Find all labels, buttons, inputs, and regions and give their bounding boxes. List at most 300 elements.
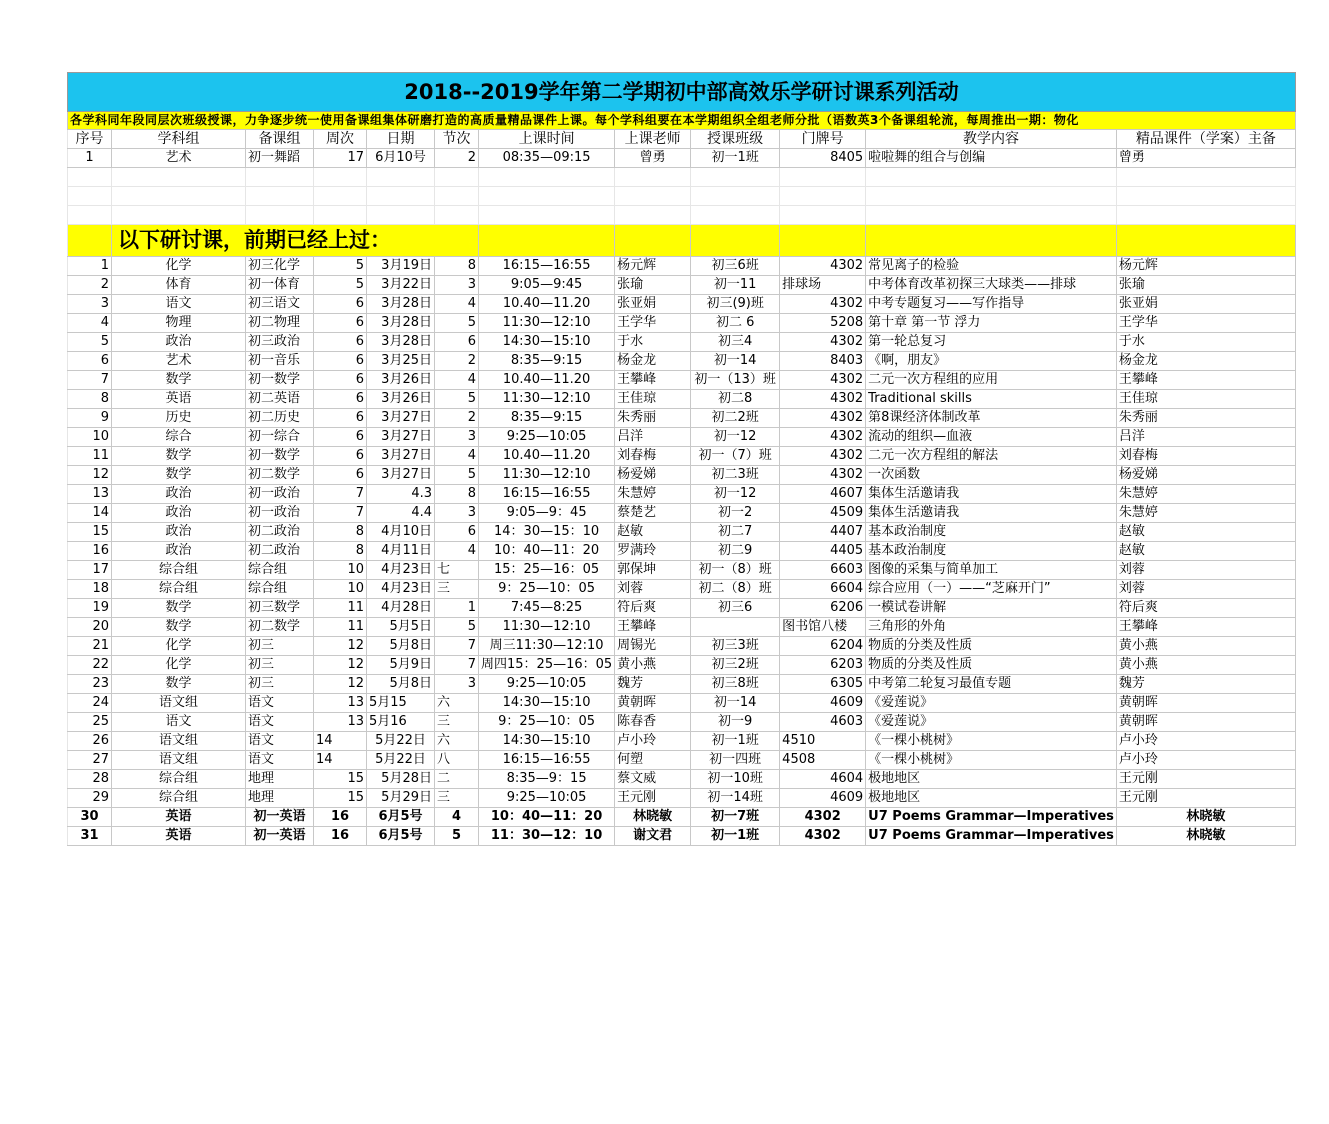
cell-col-period: 二 <box>435 770 479 789</box>
cell-col-prep-group: 初一综合 <box>246 428 314 447</box>
empty-cell <box>112 168 246 187</box>
cell-col-time: 16:15—16:55 <box>479 257 615 276</box>
cell-col-class: 初三4 <box>691 333 780 352</box>
cell-col-lead: 黄小燕 <box>1116 637 1295 656</box>
cell-col-content: 中考第二轮复习最值专题 <box>866 675 1117 694</box>
table-row <box>68 295 1296 314</box>
cell-col-date: 6月10号 <box>367 149 435 168</box>
empty-cell <box>367 187 435 206</box>
cell-col-week: 6 <box>314 409 367 428</box>
cell-col-date: 5月28日 <box>367 770 435 789</box>
cell-col-subject-group: 政治 <box>112 523 246 542</box>
empty-cell <box>479 206 615 225</box>
cell-col-subject-group: 英语 <box>112 808 246 827</box>
empty-cell <box>314 187 367 206</box>
cell-col-index: 6 <box>68 352 112 371</box>
cell-col-content: 流动的组织—血液 <box>866 428 1117 447</box>
cell-col-lead: 黄朝晖 <box>1116 713 1295 732</box>
cell-col-lead: 王攀峰 <box>1116 618 1295 637</box>
cell-col-index: 18 <box>68 580 112 599</box>
table-row <box>68 485 1296 504</box>
table-row <box>68 694 1296 713</box>
empty-cell <box>479 187 615 206</box>
empty-row <box>68 168 1296 187</box>
cell-col-class: 初一1班 <box>691 149 780 168</box>
cell-col-class: 初一7班 <box>691 808 780 827</box>
cell-col-period: 5 <box>435 827 479 846</box>
table-row <box>68 580 1296 599</box>
table-row <box>68 751 1296 770</box>
cell-col-date: 5月16 <box>367 713 435 732</box>
empty-cell <box>866 187 1117 206</box>
cell-col-teacher: 杨金龙 <box>615 352 691 371</box>
cell-col-subject-group: 综合组 <box>112 561 246 580</box>
cell-col-index: 25 <box>68 713 112 732</box>
cell-col-index: 2 <box>68 276 112 295</box>
cell-col-class: 初一14 <box>691 352 780 371</box>
cell-col-prep-group: 初二政治 <box>246 542 314 561</box>
empty-cell <box>866 168 1117 187</box>
cell-col-content: 综合应用（一）——“芝麻开门” <box>866 580 1117 599</box>
empty-cell <box>780 206 866 225</box>
cell-col-prep-group: 初一英语 <box>246 808 314 827</box>
table-row <box>68 732 1296 751</box>
cell-col-date: 6月5号 <box>367 827 435 846</box>
empty-cell <box>112 206 246 225</box>
cell-col-room: 4609 <box>780 694 866 713</box>
table-row <box>68 808 1296 827</box>
table-row <box>68 276 1296 295</box>
cell-col-index: 17 <box>68 561 112 580</box>
cell-col-date: 4月23日 <box>367 561 435 580</box>
cell-col-prep-group: 综合组 <box>246 580 314 599</box>
cell-col-teacher: 林晓敏 <box>615 808 691 827</box>
cell-col-week: 6 <box>314 466 367 485</box>
cell-col-lead: 赵敏 <box>1116 542 1295 561</box>
cell-col-lead: 魏芳 <box>1116 675 1295 694</box>
header-col-content: 教学内容 <box>866 130 1117 149</box>
empty-cell <box>314 168 367 187</box>
cell-col-prep-group: 初三 <box>246 637 314 656</box>
cell-col-period: 6 <box>435 523 479 542</box>
header-col-subject-group: 学科组 <box>112 130 246 149</box>
cell-col-class: 初一1班 <box>691 732 780 751</box>
cell-col-prep-group: 初一体育 <box>246 276 314 295</box>
cell-col-content: 第一轮总复习 <box>866 333 1117 352</box>
cell-col-index: 15 <box>68 523 112 542</box>
cell-col-room: 4302 <box>780 466 866 485</box>
cell-col-time: 9:05—9:45 <box>479 276 615 295</box>
cell-col-period: 1 <box>435 599 479 618</box>
cell-col-lead: 林晓敏 <box>1116 808 1295 827</box>
cell-col-index: 9 <box>68 409 112 428</box>
cell-col-room: 4302 <box>780 409 866 428</box>
cell-col-class: 初三(9)班 <box>691 295 780 314</box>
cell-col-time: 10：40—11：20 <box>479 808 615 827</box>
cell-col-date: 4.3 <box>367 485 435 504</box>
cell-col-time: 8:35—9:15 <box>479 352 615 371</box>
cell-col-week: 7 <box>314 504 367 523</box>
cell-col-class: 初三2班 <box>691 656 780 675</box>
header-col-class: 授课班级 <box>691 130 780 149</box>
table-row <box>68 333 1296 352</box>
cell-col-week: 6 <box>314 352 367 371</box>
cell-col-subject-group: 英语 <box>112 390 246 409</box>
cell-col-prep-group: 初一英语 <box>246 827 314 846</box>
cell-col-room: 4407 <box>780 523 866 542</box>
cell-col-period: 5 <box>435 618 479 637</box>
cell-col-prep-group: 初一数学 <box>246 447 314 466</box>
cell-col-content: 第8课经济体制改革 <box>866 409 1117 428</box>
cell-col-time: 周三11:30—12:10 <box>479 637 615 656</box>
cell-col-prep-group: 初二物理 <box>246 314 314 333</box>
cell-col-week: 10 <box>314 580 367 599</box>
cell-col-content: 中考体育改革初探三大球类——排球 <box>866 276 1117 295</box>
cell-col-week: 15 <box>314 770 367 789</box>
cell-col-teacher: 陈春香 <box>615 713 691 732</box>
cell-col-content: 中考专题复习——写作指导 <box>866 295 1117 314</box>
cell-col-time: 15：25—16：05 <box>479 561 615 580</box>
cell-col-period: 八 <box>435 751 479 770</box>
cell-col-subject-group: 语文组 <box>112 694 246 713</box>
cell-col-date: 3月22日 <box>367 276 435 295</box>
cell-col-class: 初二9 <box>691 542 780 561</box>
cell-col-room: 4302 <box>780 428 866 447</box>
cell-col-prep-group: 地理 <box>246 789 314 808</box>
cell-col-lead: 林晓敏 <box>1116 827 1295 846</box>
cell-col-week: 6 <box>314 295 367 314</box>
cell-col-room: 图书馆八楼 <box>780 618 866 637</box>
cell-col-subject-group: 数学 <box>112 371 246 390</box>
cell-col-period: 3 <box>435 504 479 523</box>
cell-col-prep-group: 初二数学 <box>246 466 314 485</box>
table-row <box>68 656 1296 675</box>
cell-col-period: 4 <box>435 542 479 561</box>
cell-col-date: 5月22日 <box>367 732 435 751</box>
empty-cell <box>1116 168 1295 187</box>
cell-col-time: 11:30—12:10 <box>479 618 615 637</box>
cell-col-date: 3月28日 <box>367 314 435 333</box>
cell-col-time: 9:05—9：45 <box>479 504 615 523</box>
cell-col-subject-group: 物理 <box>112 314 246 333</box>
cell-col-time: 10.40—11.20 <box>479 295 615 314</box>
cell-col-content: Traditional skills <box>866 390 1117 409</box>
cell-col-week: 10 <box>314 561 367 580</box>
cell-col-content: 《一棵小桃树》 <box>866 732 1117 751</box>
empty-cell <box>1116 187 1295 206</box>
cell-col-period: 6 <box>435 333 479 352</box>
empty-cell <box>691 206 780 225</box>
cell-col-subject-group: 语文组 <box>112 732 246 751</box>
table-row <box>68 618 1296 637</box>
cell-col-period: 4 <box>435 808 479 827</box>
cell-col-class: 初二7 <box>691 523 780 542</box>
cell-col-time: 7:45—8:25 <box>479 599 615 618</box>
cell-col-prep-group: 初二数学 <box>246 618 314 637</box>
cell-col-room: 4302 <box>780 257 866 276</box>
cell-col-week: 6 <box>314 447 367 466</box>
cell-col-subject-group: 政治 <box>112 504 246 523</box>
table-row <box>68 371 1296 390</box>
table-row <box>68 504 1296 523</box>
cell-col-subject-group: 语文 <box>112 713 246 732</box>
cell-col-period: 六 <box>435 732 479 751</box>
cell-col-date: 4.4 <box>367 504 435 523</box>
cell-col-prep-group: 初三化学 <box>246 257 314 276</box>
cell-col-period: 5 <box>435 314 479 333</box>
cell-col-teacher: 王元刚 <box>615 789 691 808</box>
cell-col-subject-group: 语文 <box>112 295 246 314</box>
cell-col-week: 15 <box>314 789 367 808</box>
cell-col-teacher: 张瑜 <box>615 276 691 295</box>
table-row <box>68 409 1296 428</box>
cell-col-period: 三 <box>435 580 479 599</box>
cell-col-subject-group: 综合组 <box>112 789 246 808</box>
header-col-time: 上课时间 <box>479 130 615 149</box>
cell-col-teacher: 曾勇 <box>615 149 691 168</box>
cell-col-class: 初二3班 <box>691 466 780 485</box>
cell-col-lead: 王攀峰 <box>1116 371 1295 390</box>
cell-col-week: 12 <box>314 675 367 694</box>
cell-col-time: 08:35—09:15 <box>479 149 615 168</box>
cell-col-room: 4509 <box>780 504 866 523</box>
cell-col-time: 14:30—15:10 <box>479 694 615 713</box>
title-row <box>68 73 1296 112</box>
cell-col-date: 5月9日 <box>367 656 435 675</box>
section-row <box>68 225 1296 257</box>
cell-col-class: 初三6班 <box>691 257 780 276</box>
cell-col-room: 4302 <box>780 827 866 846</box>
cell-col-content: 一次函数 <box>866 466 1117 485</box>
cell-col-period: 3 <box>435 675 479 694</box>
cell-col-teacher: 张亚娟 <box>615 295 691 314</box>
cell-col-period: 4 <box>435 447 479 466</box>
table-row <box>68 599 1296 618</box>
cell-col-prep-group: 初三数学 <box>246 599 314 618</box>
cell-col-index: 10 <box>68 428 112 447</box>
cell-col-index: 27 <box>68 751 112 770</box>
empty-cell <box>691 187 780 206</box>
cell-col-teacher: 刘春梅 <box>615 447 691 466</box>
cell-col-content: 图像的采集与简单加工 <box>866 561 1117 580</box>
cell-col-subject-group: 语文组 <box>112 751 246 770</box>
header-col-week: 周次 <box>314 130 367 149</box>
cell-col-room: 6604 <box>780 580 866 599</box>
cell-col-subject-group: 艺术 <box>112 149 246 168</box>
cell-col-week: 11 <box>314 599 367 618</box>
empty-cell <box>780 168 866 187</box>
cell-col-teacher: 卢小玲 <box>615 732 691 751</box>
cell-col-prep-group: 综合组 <box>246 561 314 580</box>
cell-col-time: 周四15：25—16：05 <box>479 656 615 675</box>
cell-col-content: 《啊，朋友》 <box>866 352 1117 371</box>
cell-col-prep-group: 语文 <box>246 694 314 713</box>
cell-col-time: 8:35—9:15 <box>479 409 615 428</box>
cell-col-class: 初一14 <box>691 694 780 713</box>
notice-text: 各学科同年段同层次班级授课，力争逐步统一使用备课组集体研磨打造的高质量精品课件上课。每个学科组要在本学期组织全组老师分批（语数英3个备课组轮流，每周推出一期：物化 <box>68 112 1296 130</box>
cell-col-period: 4 <box>435 295 479 314</box>
section-blank <box>1116 225 1295 257</box>
cell-col-index: 1 <box>68 149 112 168</box>
table-row <box>68 466 1296 485</box>
cell-col-subject-group: 综合组 <box>112 770 246 789</box>
cell-col-index: 14 <box>68 504 112 523</box>
cell-col-date: 3月26日 <box>367 371 435 390</box>
cell-col-content: 《一棵小桃树》 <box>866 751 1117 770</box>
cell-col-date: 6月5号 <box>367 808 435 827</box>
cell-col-content: 物质的分类及性质 <box>866 637 1117 656</box>
empty-cell <box>615 168 691 187</box>
cell-col-prep-group: 语文 <box>246 751 314 770</box>
cell-col-week: 12 <box>314 637 367 656</box>
cell-col-date: 4月28日 <box>367 599 435 618</box>
cell-col-prep-group: 地理 <box>246 770 314 789</box>
cell-col-lead: 于水 <box>1116 333 1295 352</box>
cell-col-room: 排球场 <box>780 276 866 295</box>
cell-col-date: 5月29日 <box>367 789 435 808</box>
cell-col-subject-group: 化学 <box>112 637 246 656</box>
cell-col-lead: 杨元辉 <box>1116 257 1295 276</box>
cell-col-class: 初三6 <box>691 599 780 618</box>
cell-col-prep-group: 初二政治 <box>246 523 314 542</box>
cell-col-class: 初一四班 <box>691 751 780 770</box>
empty-cell <box>435 187 479 206</box>
cell-col-teacher: 黄小燕 <box>615 656 691 675</box>
cell-col-date: 5月8日 <box>367 637 435 656</box>
cell-col-teacher: 朱秀丽 <box>615 409 691 428</box>
cell-col-week: 13 <box>314 713 367 732</box>
cell-col-class: 初二2班 <box>691 409 780 428</box>
table-row <box>68 637 1296 656</box>
cell-col-period: 8 <box>435 257 479 276</box>
header-row <box>68 130 1296 149</box>
cell-col-room: 5208 <box>780 314 866 333</box>
cell-col-index: 16 <box>68 542 112 561</box>
cell-col-room: 4302 <box>780 333 866 352</box>
cell-col-subject-group: 数学 <box>112 447 246 466</box>
cell-col-class: 初一10班 <box>691 770 780 789</box>
cell-col-index: 11 <box>68 447 112 466</box>
cell-col-prep-group: 初一音乐 <box>246 352 314 371</box>
cell-col-week: 13 <box>314 694 367 713</box>
cell-col-lead: 符后爽 <box>1116 599 1295 618</box>
cell-col-index: 21 <box>68 637 112 656</box>
cell-col-teacher: 杨爱娣 <box>615 466 691 485</box>
cell-col-date: 3月28日 <box>367 333 435 352</box>
cell-col-week: 8 <box>314 523 367 542</box>
cell-col-period: 3 <box>435 276 479 295</box>
cell-col-time: 9:25—10:05 <box>479 789 615 808</box>
cell-col-period: 六 <box>435 694 479 713</box>
cell-col-time: 14:30—15:10 <box>479 333 615 352</box>
cell-col-lead: 吕洋 <box>1116 428 1295 447</box>
cell-col-teacher: 于水 <box>615 333 691 352</box>
cell-col-date: 3月27日 <box>367 409 435 428</box>
cell-col-prep-group: 初三 <box>246 675 314 694</box>
cell-col-teacher: 蔡楚艺 <box>615 504 691 523</box>
cell-col-teacher: 王攀峰 <box>615 618 691 637</box>
header-col-index: 序号 <box>68 130 112 149</box>
cell-col-index: 26 <box>68 732 112 751</box>
cell-col-subject-group: 数学 <box>112 599 246 618</box>
cell-col-teacher: 赵敏 <box>615 523 691 542</box>
section-blank <box>615 225 691 257</box>
cell-col-class: 初一（13）班 <box>691 371 780 390</box>
cell-col-index: 28 <box>68 770 112 789</box>
cell-col-room: 6203 <box>780 656 866 675</box>
cell-col-index: 23 <box>68 675 112 694</box>
cell-col-week: 14 <box>314 751 367 770</box>
header-col-teacher: 上课老师 <box>615 130 691 149</box>
cell-col-lead: 朱秀丽 <box>1116 409 1295 428</box>
cell-col-prep-group: 初一舞蹈 <box>246 149 314 168</box>
empty-row <box>68 206 1296 225</box>
cell-col-room: 4302 <box>780 295 866 314</box>
empty-cell <box>615 187 691 206</box>
cell-col-week: 5 <box>314 276 367 295</box>
cell-col-prep-group: 初一政治 <box>246 485 314 504</box>
cell-col-index: 29 <box>68 789 112 808</box>
cell-col-date: 3月27日 <box>367 428 435 447</box>
cell-col-time: 14:30—15:10 <box>479 732 615 751</box>
cell-col-room: 6204 <box>780 637 866 656</box>
table-row <box>68 352 1296 371</box>
cell-col-period: 3 <box>435 428 479 447</box>
cell-col-lead: 王学华 <box>1116 314 1295 333</box>
cell-col-content: 二元一次方程组的应用 <box>866 371 1117 390</box>
table-row <box>68 428 1296 447</box>
cell-col-teacher: 魏芳 <box>615 675 691 694</box>
cell-col-subject-group: 英语 <box>112 827 246 846</box>
cell-col-index: 24 <box>68 694 112 713</box>
cell-col-subject-group: 体育 <box>112 276 246 295</box>
cell-col-room: 4302 <box>780 808 866 827</box>
cell-col-lead: 刘蓉 <box>1116 580 1295 599</box>
cell-col-teacher: 杨元辉 <box>615 257 691 276</box>
cell-col-time: 8:35—9：15 <box>479 770 615 789</box>
cell-col-date: 3月27日 <box>367 447 435 466</box>
cell-col-index: 30 <box>68 808 112 827</box>
cell-col-content: 物质的分类及性质 <box>866 656 1117 675</box>
cell-col-period: 三 <box>435 789 479 808</box>
cell-col-prep-group: 初二英语 <box>246 390 314 409</box>
cell-col-index: 22 <box>68 656 112 675</box>
cell-col-index: 19 <box>68 599 112 618</box>
cell-col-lead: 王元刚 <box>1116 770 1295 789</box>
cell-col-lead: 黄朝晖 <box>1116 694 1295 713</box>
cell-col-teacher: 黄朝晖 <box>615 694 691 713</box>
cell-col-date: 3月26日 <box>367 390 435 409</box>
empty-cell <box>314 206 367 225</box>
cell-col-period: 三 <box>435 713 479 732</box>
cell-col-room: 4607 <box>780 485 866 504</box>
cell-col-lead: 赵敏 <box>1116 523 1295 542</box>
cell-col-period: 4 <box>435 371 479 390</box>
notice-row <box>68 112 1296 130</box>
cell-col-class: 初三8班 <box>691 675 780 694</box>
section-blank <box>866 225 1117 257</box>
cell-col-date: 3月28日 <box>367 295 435 314</box>
cell-col-prep-group: 初一数学 <box>246 371 314 390</box>
cell-col-subject-group: 综合组 <box>112 580 246 599</box>
cell-col-index: 13 <box>68 485 112 504</box>
cell-col-time: 14：30—15：10 <box>479 523 615 542</box>
page-title: 2018--2019学年第二学期初中部高效乐学研讨课系列活动 <box>68 73 1296 112</box>
cell-col-teacher: 何塑 <box>615 751 691 770</box>
table-row <box>68 447 1296 466</box>
cell-col-lead: 朱慧婷 <box>1116 504 1295 523</box>
table-row <box>68 561 1296 580</box>
